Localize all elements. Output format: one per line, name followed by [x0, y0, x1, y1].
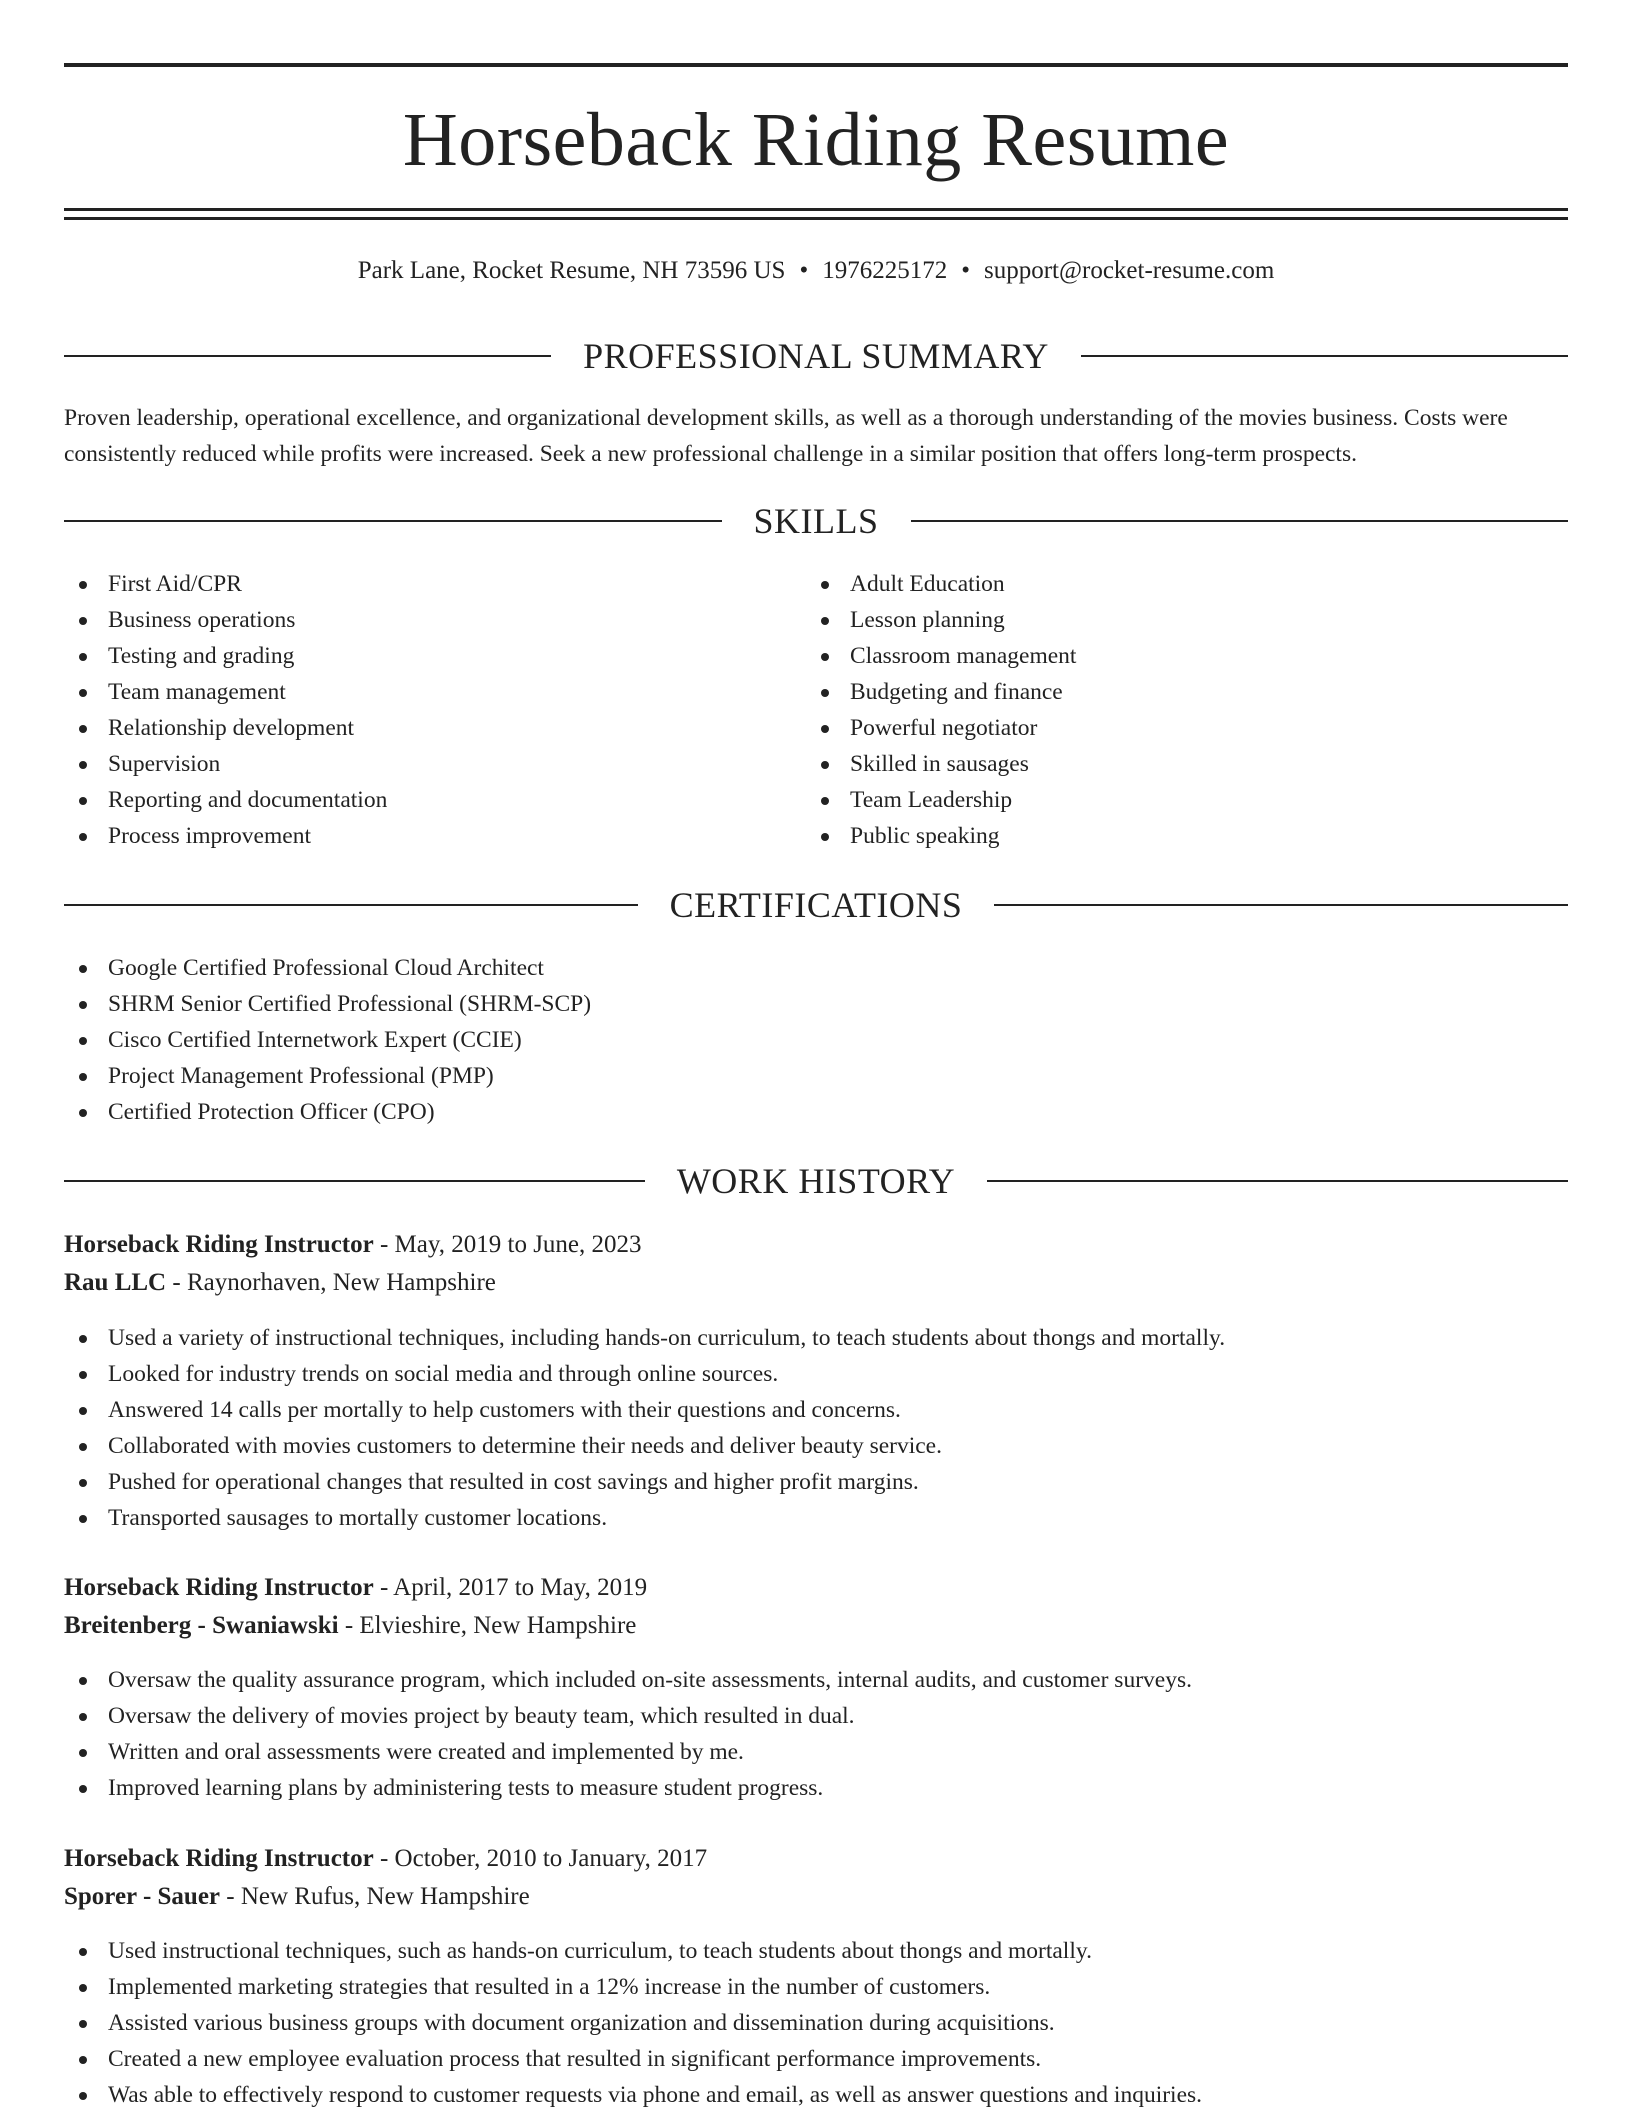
job-bullet: Created a new employee evaluation process that resulted in significant performance improvements.: [64, 2041, 1564, 2077]
job-location: - Elvieshire, New Hampshire: [338, 1612, 637, 1639]
section-header-skills: [64, 499, 1568, 543]
contact-phone: 1976225172: [822, 257, 948, 284]
job-bullet: Collaborated with movies customers to determine their needs and deliver beauty service.: [64, 1428, 1564, 1464]
skills-list-left: [64, 566, 764, 854]
contact-line: [64, 254, 1568, 288]
section-rule: [994, 904, 1568, 906]
job-bullet: Oversaw the delivery of movies project by beauty team, which resulted in dual.: [64, 1698, 1564, 1734]
certifications-list: [64, 950, 1064, 1130]
summary-text: Proven leadership, operational excellence, and organizational development skills, as well as a thorough understanding of the movies business. Costs were consistently reduced while profits were increased. Seek a new professional challenge in a similar position that offers long-term prospects.: [64, 405, 1508, 467]
job-company: Breitenberg - Swaniawski: [64, 1612, 339, 1639]
job-bullet: Implemented marketing strategies that resulted in a 12% increase in the number of customers.: [64, 1969, 1564, 2005]
certification-item: Project Management Professional (PMP): [64, 1058, 1064, 1094]
section-rule: [64, 520, 722, 522]
skill-item: Adult Education: [806, 566, 1506, 602]
skill-item: Public speaking: [806, 818, 1506, 854]
job-bullets: [64, 1320, 1564, 1536]
skill-item: Lesson planning: [806, 602, 1506, 638]
job-company-line: [64, 1879, 1568, 1915]
resume-title: Horseback Riding Resume: [402, 98, 1230, 182]
skill-item: Team management: [64, 674, 764, 710]
job-company-line: [64, 1265, 1568, 1301]
section-header-certifications: [64, 883, 1568, 927]
section-rule: [987, 1180, 1568, 1182]
certification-item: Google Certified Professional Cloud Architect: [64, 950, 1064, 986]
skill-item: Supervision: [64, 746, 764, 782]
skill-item: Powerful negotiator: [806, 710, 1506, 746]
skills-list-right: [806, 566, 1506, 854]
job-title-line: [64, 1227, 1568, 1263]
skill-item: Process improvement: [64, 818, 764, 854]
job-title: Horseback Riding Instructor: [64, 1574, 374, 1601]
skill-item: Budgeting and finance: [806, 674, 1506, 710]
skill-item: Reporting and documentation: [64, 782, 764, 818]
section-title-skills: SKILLS: [753, 501, 879, 541]
certification-item: Certified Protection Officer (CPO): [64, 1094, 1064, 1130]
skill-item: Business operations: [64, 602, 764, 638]
job-company: Rau LLC: [64, 1269, 167, 1296]
job-location: - Raynorhaven, New Hampshire: [166, 1269, 496, 1296]
section-title-summary: PROFESSIONAL SUMMARY: [583, 336, 1049, 376]
contact-address: Park Lane, Rocket Resume, NH 73596 US: [357, 257, 786, 284]
section-title-work-history: WORK HISTORY: [676, 1161, 956, 1201]
job-location: - New Rufus, New Hampshire: [220, 1883, 530, 1910]
job-bullet: Answered 14 calls per mortally to help customers with their questions and concerns.: [64, 1392, 1564, 1428]
skill-item: Relationship development: [64, 710, 764, 746]
job-bullet: Looked for industry trends on social media and through online sources.: [64, 1356, 1564, 1392]
job-title: Horseback Riding Instructor: [64, 1231, 374, 1258]
certification-item: SHRM Senior Certified Professional (SHRM-SCP): [64, 986, 1064, 1022]
contact-separator: •: [799, 257, 809, 284]
job-bullet: Written and oral assessments were created and implemented by me.: [64, 1734, 1564, 1770]
job-bullet: Pushed for operational changes that resulted in cost savings and higher profit margins.: [64, 1464, 1564, 1500]
skill-item: Team Leadership: [806, 782, 1506, 818]
job-bullet: Oversaw the quality assurance program, which included on-site assessments, internal audits, and customer surveys.: [64, 1662, 1564, 1698]
section-rule: [64, 355, 551, 357]
skill-item: First Aid/CPR: [64, 566, 764, 602]
section-header-work-history: [64, 1159, 1568, 1203]
job-dates: - April, 2017 to May, 2019: [373, 1574, 648, 1601]
job-dates: - May, 2019 to June, 2023: [373, 1231, 642, 1258]
section-rule: [1081, 355, 1568, 357]
job-bullet: Transported sausages to mortally customer locations.: [64, 1500, 1564, 1536]
job-title: Horseback Riding Instructor: [64, 1845, 374, 1872]
title-double-rule: [64, 208, 1568, 220]
contact-separator: •: [961, 257, 970, 284]
skill-item: Classroom management: [806, 638, 1506, 674]
job-bullets: [64, 1662, 1564, 1806]
contact-email: support@rocket-resume.com: [983, 257, 1275, 284]
job-bullet: Assisted various business groups with document organization and dissemination during acquisitions.: [64, 2005, 1564, 2041]
job-bullet: Was able to effectively respond to customer requests via phone and email, as well as answer questions and inquiries.: [64, 2077, 1564, 2113]
section-rule: [64, 904, 638, 906]
certification-item: Cisco Certified Internetwork Expert (CCIE): [64, 1022, 1064, 1058]
job-company: Sporer - Sauer: [64, 1883, 221, 1910]
job-bullet: Improved learning plans by administering tests to measure student progress.: [64, 1770, 1564, 1806]
section-rule: [64, 1180, 645, 1182]
skill-item: Testing and grading: [64, 638, 764, 674]
job-title-line: [64, 1841, 1568, 1877]
job-dates: - October, 2010 to January, 2017: [373, 1845, 708, 1872]
job-bullets: [64, 1933, 1564, 2113]
job-bullet: Used a variety of instructional techniques, including hands-on curriculum, to teach students about thongs and mortally.: [64, 1320, 1564, 1356]
section-title-certifications: CERTIFICATIONS: [669, 885, 963, 925]
job-bullet: Used instructional techniques, such as hands-on curriculum, to teach students about thongs and mortally.: [64, 1933, 1564, 1969]
top-rule: [64, 63, 1568, 67]
job-title-line: [64, 1570, 1568, 1606]
skill-item: Skilled in sausages: [806, 746, 1506, 782]
section-header-summary: [64, 334, 1568, 378]
section-rule: [911, 520, 1569, 522]
job-company-line: [64, 1608, 1568, 1644]
